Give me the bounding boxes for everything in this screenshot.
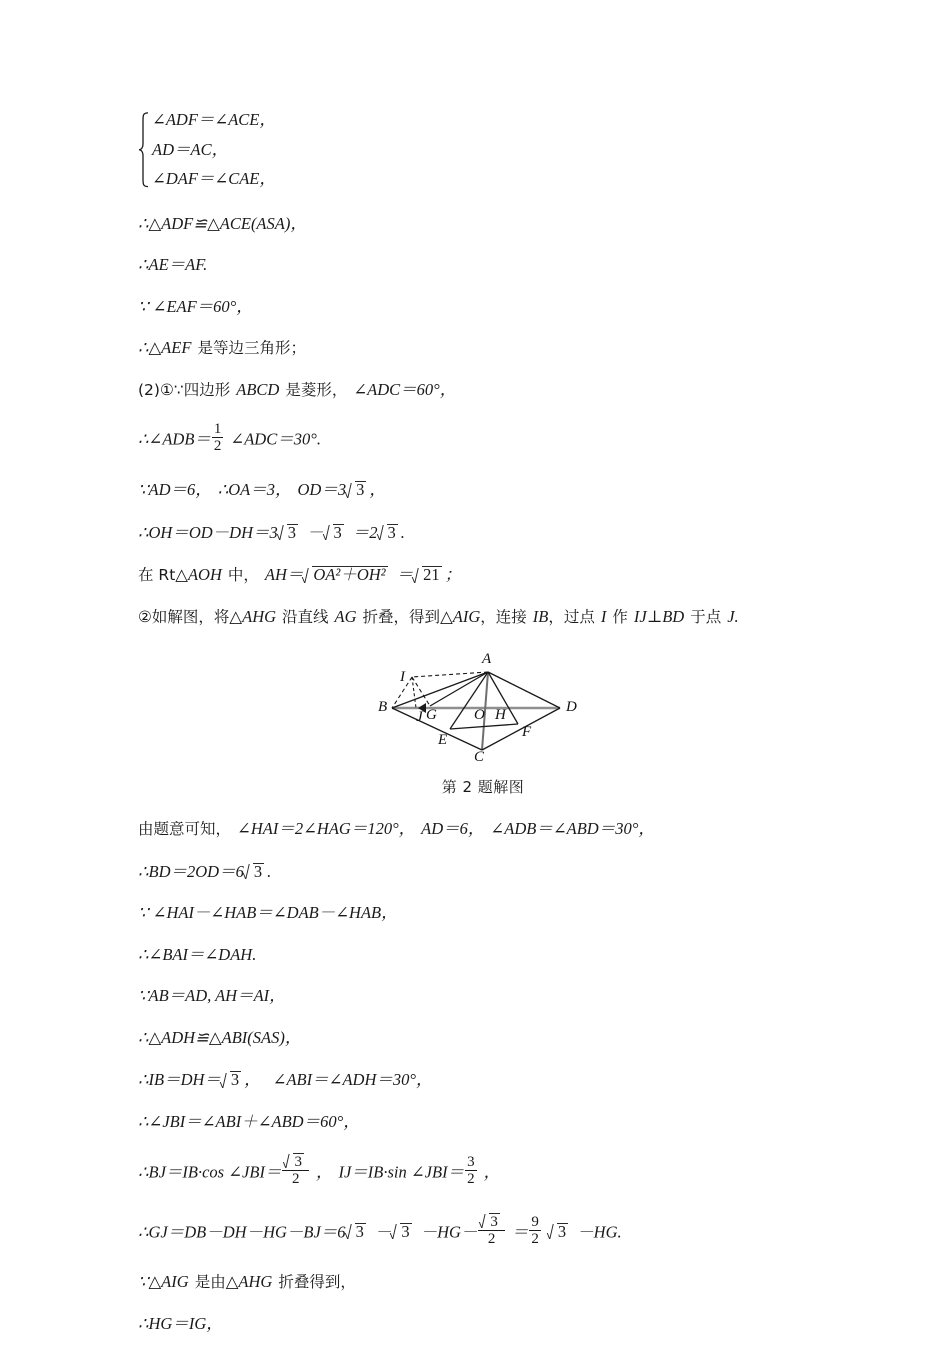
geometry-figure	[378, 650, 588, 768]
system-row-3: ∠DAF＝∠CAE，	[152, 169, 276, 188]
radical-3-oh-3	[378, 524, 398, 542]
radical-3-in-fraction-gj	[480, 1213, 500, 1230]
segment-dc	[482, 708, 560, 750]
radicand: 3	[287, 522, 296, 542]
line-congruent-adf-ace: ∴△ADF≌△ACE(ASA)，	[138, 213, 307, 233]
system-row-1: ∠ADF＝∠ACE，	[152, 110, 276, 129]
line-bd-value	[138, 863, 828, 881]
figure-label-E: E	[438, 732, 448, 749]
od-part-a: ∵AD＝6，	[138, 480, 212, 500]
line-fold-construction	[138, 606, 828, 626]
line-rhombus-cn2: 是菱形，	[285, 380, 348, 399]
fraction-sqrt3-over-2-gj	[478, 1213, 505, 1247]
fold-segment-ib: IB	[532, 606, 549, 626]
angle-adb-right: ∠ADC＝30°.	[230, 429, 321, 449]
fold-cn3: 折叠，得到	[362, 607, 441, 626]
figure-label-I: I	[400, 669, 405, 686]
radicand: 21	[423, 565, 440, 585]
ah-equals: ＝	[396, 565, 414, 585]
segment-bc	[392, 708, 482, 750]
ah-cn-mid: 中，	[227, 566, 259, 585]
fold-cn4: ，连接	[480, 607, 527, 626]
figure-container	[138, 650, 828, 797]
ah-cn-prefix: 在 Rt	[138, 566, 176, 585]
fraction-numerator	[282, 1153, 309, 1170]
gj-part-a: ∴GJ＝DB－DH－HG－BJ＝6	[138, 1222, 346, 1242]
ah-eq-label: AH＝	[264, 565, 304, 585]
radical-3-od	[346, 481, 366, 499]
line-angle-bai-dah: ∴∠BAI＝∠DAH.	[138, 944, 257, 964]
fraction-numerator: 3	[467, 1154, 475, 1171]
fraction-denominator: 2	[478, 1230, 505, 1247]
fold-cn1: 如解图，将	[151, 607, 230, 626]
figure-label-C: C	[474, 749, 485, 766]
radicand: 3	[401, 1222, 410, 1242]
line-angle-adb-half	[138, 420, 828, 456]
fraction-9-over-2	[529, 1214, 541, 1247]
equation-system	[138, 112, 828, 188]
line-angle-eaf: ∵ ∠EAF＝60°，	[138, 296, 253, 316]
fold-perp-ij-bd: IJ⊥BD	[633, 606, 685, 626]
aig-cn2: 折叠得到，	[278, 1273, 356, 1292]
fraction-denominator: 2	[531, 1230, 539, 1247]
fraction-numerator	[478, 1213, 505, 1230]
line-ae-equals-af: ∴AE＝AF.	[138, 255, 208, 274]
radical-3-gj-3	[548, 1223, 568, 1241]
given-ad: AD＝6，	[421, 819, 485, 839]
line-angle-jbi: ∴∠JBI＝∠ABI＋∠ABD＝60°，	[138, 1111, 360, 1131]
line-aef-cn: 是等边三角形；	[197, 339, 306, 357]
given-cn-prefix: 由题意可知，	[138, 820, 232, 839]
line-gj-expression	[138, 1215, 828, 1249]
radical-3-oh-1	[278, 524, 298, 542]
bd-end: .	[267, 861, 272, 881]
radical-3-gj-2	[391, 1223, 411, 1241]
od-part-c: OD＝3	[297, 480, 347, 500]
line-bj-ij-trig	[138, 1155, 828, 1189]
radicand: 3	[333, 522, 342, 542]
figure-label-J: J	[416, 709, 423, 726]
line-od-value	[138, 481, 828, 499]
radical-oa2-plus-oh2	[303, 566, 387, 584]
od-end: ，	[369, 480, 386, 500]
od-part-b: ∴OA＝3，	[217, 480, 292, 500]
ah-triangle: △AOH	[175, 565, 222, 585]
line-rhombus-angle: ∠ADC＝60°，	[353, 379, 457, 399]
angle-adb-left: ∴∠ADB＝	[138, 429, 211, 449]
radicand: 3	[387, 522, 396, 542]
radicand: 3	[294, 1154, 302, 1171]
oh-eq: ＝2	[352, 522, 378, 542]
gj-equals: ＝	[511, 1222, 529, 1242]
oh-part-a: ∴OH＝OD－DH＝3	[138, 522, 278, 542]
fold-triangle-aig: △AIG	[440, 606, 481, 626]
ah-end: ；	[444, 565, 462, 585]
aig-cn1: 是由	[194, 1273, 226, 1292]
figure-label-B: B	[378, 699, 388, 716]
radicand: 3	[253, 861, 263, 881]
radicand: 3	[356, 480, 365, 500]
radical-3-gj-1	[346, 1223, 366, 1241]
bj-comma: ，	[315, 1162, 333, 1182]
part2-marker: (2)①	[138, 380, 174, 399]
bd-part-a: ∴BD＝2OD＝6	[138, 861, 244, 881]
bj-part-a: ∴BJ＝IB·cos ∠JBI＝	[138, 1162, 282, 1182]
fold-cn7: 于点	[690, 607, 722, 626]
line-congruent-adh-abi: ∴△ADH≌△ABI(SAS)，	[138, 1027, 302, 1047]
radicand: 3	[230, 1070, 240, 1090]
ib-comma: ，	[244, 1070, 261, 1090]
fold-point-i: I	[600, 606, 607, 626]
fold-line-ag: AG	[334, 606, 357, 626]
fold-cn5: ，过点	[548, 607, 595, 626]
line-rhombus-cn1: 四边形	[183, 380, 231, 399]
fold-triangle-ahg: △AHG	[229, 606, 277, 626]
aig-triangle: ∵△AIG	[138, 1272, 189, 1292]
fraction-numerator: 9	[531, 1213, 539, 1230]
gj-minus-1: －	[374, 1222, 392, 1242]
oh-end: .	[400, 522, 405, 542]
ahg-triangle: △AHG	[225, 1272, 273, 1292]
fraction-sqrt3-over-2	[282, 1153, 309, 1187]
figure-label-G: G	[426, 707, 437, 724]
left-brace-icon	[138, 112, 150, 188]
radicand: 3	[557, 1222, 567, 1242]
radical-3-in-fraction	[284, 1153, 304, 1170]
fraction-one-half	[212, 421, 224, 454]
segment-ab	[392, 669, 488, 708]
line-ib-dh-value	[138, 1071, 828, 1089]
ij-comma: ，	[483, 1162, 501, 1182]
figure-label-A: A	[482, 651, 492, 668]
line-ah-pythagoras	[138, 566, 828, 584]
given-angle-adb: ∠ADB＝∠ABD＝30°，	[490, 819, 655, 839]
fold-cn6: 作	[612, 607, 628, 626]
gj-minus-hg: －HG－	[420, 1222, 478, 1242]
radicand: 3	[490, 1213, 498, 1230]
line-hg-equals-ig: ∴HG＝IG，	[138, 1313, 223, 1333]
ij-part-c: IJ＝IB·sin ∠JBI＝	[338, 1162, 465, 1182]
gj-end: －HG.	[577, 1222, 622, 1242]
line-given-angles	[138, 821, 828, 838]
line-aef-prefix: ∴△AEF	[138, 338, 192, 357]
figure-label-F: F	[522, 724, 532, 741]
given-angle-hai: ∠HAI＝2∠HAG＝120°，	[237, 819, 416, 839]
solution-content	[138, 112, 828, 1357]
because-icon: ∵	[173, 380, 184, 399]
line-aig-from-ahg	[138, 1274, 828, 1291]
fraction-denominator: 2	[282, 1170, 309, 1187]
figure-label-H: H	[495, 707, 506, 724]
figure-label-D: D	[566, 699, 577, 716]
line-oh-value	[138, 524, 828, 542]
oh-minus: －	[307, 522, 324, 542]
radical-3-bd	[244, 863, 264, 881]
line-rhombus-abcd: ABCD	[236, 379, 280, 399]
radicand: 3	[355, 1222, 364, 1242]
ib-part-a: ∴IB＝DH＝	[138, 1070, 221, 1090]
radical-21	[413, 566, 442, 584]
figure-caption: 第 2 题解图	[441, 778, 525, 797]
fold-marker: ②	[138, 607, 152, 626]
line-angle-subtraction: ∵ ∠HAI－∠HAB＝∠DAB－∠HAB，	[138, 903, 398, 923]
line-ab-ad-ah-ai: ∵AB＝AD, AH＝AI，	[138, 986, 286, 1006]
line-aef-equilateral	[138, 340, 828, 357]
fraction-denominator: 2	[213, 437, 222, 454]
segment-ij-dashed	[412, 677, 416, 708]
radical-3-oh-2	[324, 524, 344, 542]
segment-ag	[430, 672, 488, 706]
fraction-denominator: 2	[467, 1171, 475, 1188]
line-part2-rhombus	[138, 379, 828, 399]
fold-cn2: 沿直线	[282, 607, 329, 626]
fraction-numerator: 1	[213, 420, 222, 437]
fraction-3-over-2	[465, 1154, 477, 1187]
figure-label-O: O	[474, 707, 485, 724]
ib-angle-abi: ∠ABI＝∠ADH＝30°，	[272, 1070, 433, 1090]
system-row-2: AD＝AC，	[152, 139, 229, 159]
fold-point-j: J.	[727, 606, 739, 626]
radical-3-ib	[221, 1071, 241, 1089]
radicand: OA²＋OH²	[313, 565, 386, 585]
